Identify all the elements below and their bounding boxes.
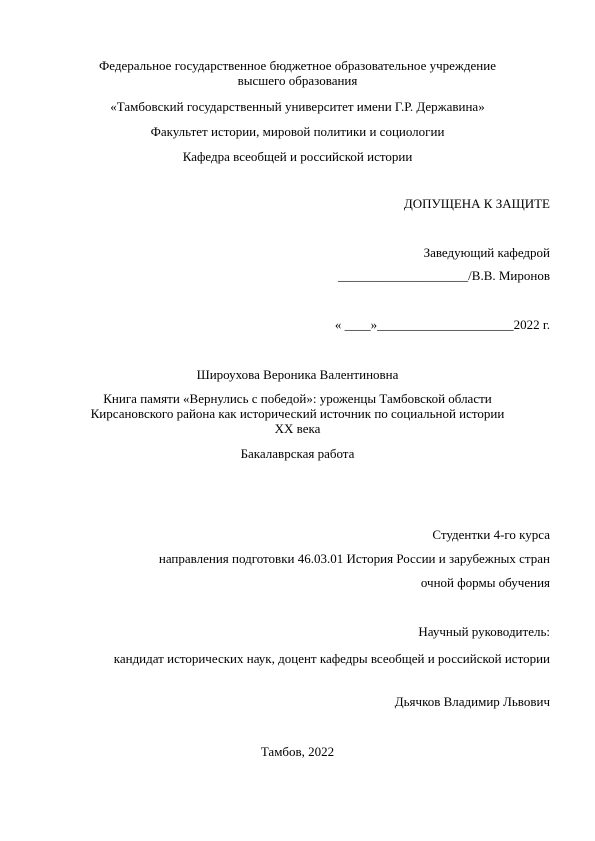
work-title-line-2: Кирсановского района как исторический источник по социальной истории bbox=[90, 406, 505, 421]
city-year: Тамбов, 2022 bbox=[260, 744, 335, 759]
institution-line-2: высшего образования bbox=[237, 73, 358, 88]
work-title-line-3: XX века bbox=[274, 421, 321, 436]
approval-date-line: « ____»_____________________2022 г. bbox=[334, 317, 550, 332]
department-name: Кафедра всеобщей и российской истории bbox=[182, 149, 413, 164]
student-direction: направления подготовки 46.03.01 История России и зарубежных стран bbox=[158, 551, 550, 566]
work-title-line-1: Книга памяти «Вернулись с победой»: уроженцы Тамбовской области bbox=[103, 391, 492, 406]
faculty-name: Факультет истории, мировой политики и социологии bbox=[150, 124, 445, 139]
institution-line-1: Федеральное государственное бюджетное образовательное учреждение bbox=[99, 58, 496, 73]
approval-title: ДОПУЩЕНА К ЗАЩИТЕ bbox=[403, 196, 550, 211]
author-name: Широухова Вероника Валентиновна bbox=[196, 367, 399, 382]
supervisor-name: Дьячков Владимир Львович bbox=[394, 694, 550, 709]
head-signature-line: ____________________/В.В. Миронов bbox=[338, 268, 550, 283]
supervisor-position: кандидат исторических наук, доцент кафедры всеобщей и российской истории bbox=[113, 651, 550, 666]
university-name: «Тамбовский государственный университет имени Г.Р. Державина» bbox=[110, 99, 485, 114]
supervisor-label: Научный руководитель: bbox=[418, 624, 550, 639]
work-type: Бакалаврская работа bbox=[240, 446, 355, 461]
student-course: Студентки 4-го курса bbox=[432, 527, 550, 542]
head-of-department-role: Заведующий кафедрой bbox=[423, 245, 550, 260]
study-form: очной формы обучения bbox=[420, 575, 550, 590]
